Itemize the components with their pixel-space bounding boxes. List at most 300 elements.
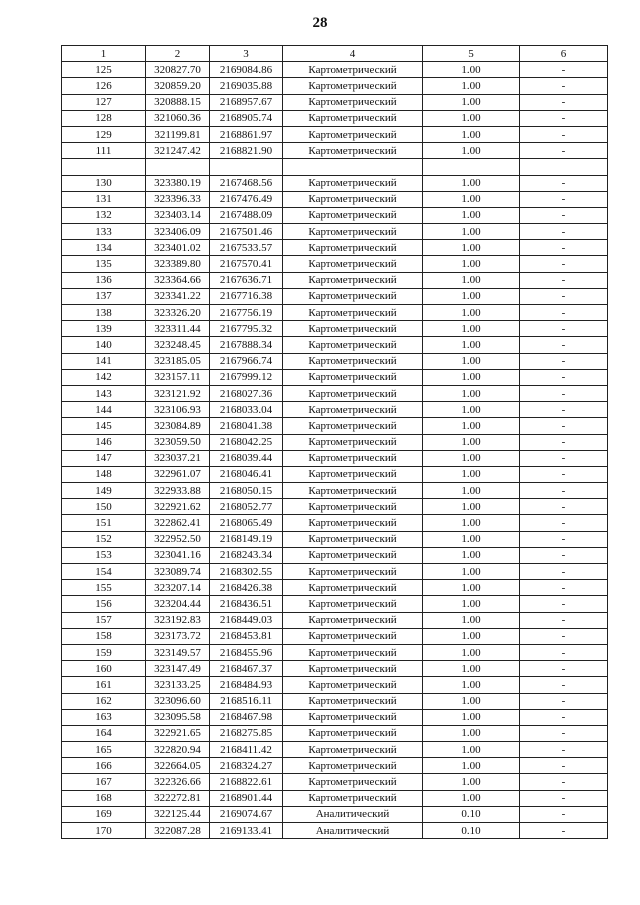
method-cell: Картометрический (283, 402, 423, 418)
method-cell: Картометрический (283, 742, 423, 758)
accuracy-cell: 1.00 (423, 94, 520, 110)
note-cell: - (520, 256, 608, 272)
x-coordinate-cell: 322933.88 (146, 483, 210, 499)
y-coordinate-cell: 2168046.41 (210, 466, 283, 482)
table-row (62, 385, 608, 401)
table-row (62, 450, 608, 466)
note-cell: - (520, 628, 608, 644)
method-cell (283, 159, 423, 175)
note-cell: - (520, 531, 608, 547)
method-cell: Картометрический (283, 612, 423, 628)
x-coordinate-cell: 320859.20 (146, 78, 210, 94)
accuracy-cell: 1.00 (423, 272, 520, 288)
y-coordinate-cell: 2169084.86 (210, 62, 283, 78)
accuracy-cell: 1.00 (423, 596, 520, 612)
point-number-cell: 141 (62, 353, 146, 369)
point-number-cell: 136 (62, 272, 146, 288)
table-row (62, 742, 608, 758)
table-row (62, 774, 608, 790)
point-number-cell: 145 (62, 418, 146, 434)
x-coordinate-cell: 320827.70 (146, 62, 210, 78)
table-row (62, 272, 608, 288)
x-coordinate-cell: 323248.45 (146, 337, 210, 353)
note-cell: - (520, 143, 608, 159)
note-cell: - (520, 126, 608, 142)
y-coordinate-cell: 2168426.38 (210, 580, 283, 596)
x-coordinate-cell: 323147.49 (146, 661, 210, 677)
note-cell: - (520, 774, 608, 790)
y-coordinate-cell: 2167468.56 (210, 175, 283, 191)
table-row (62, 191, 608, 207)
table-row (62, 288, 608, 304)
y-coordinate-cell: 2168039.44 (210, 450, 283, 466)
accuracy-cell: 1.00 (423, 612, 520, 628)
method-cell: Картометрический (283, 143, 423, 159)
accuracy-cell: 0.10 (423, 823, 520, 839)
x-coordinate-cell: 323106.93 (146, 402, 210, 418)
y-coordinate-cell: 2168467.98 (210, 709, 283, 725)
accuracy-cell: 1.00 (423, 418, 520, 434)
x-coordinate-cell: 323364.66 (146, 272, 210, 288)
method-cell: Картометрический (283, 175, 423, 191)
point-number-cell: 130 (62, 175, 146, 191)
note-cell: - (520, 580, 608, 596)
page-number: 28 (312, 15, 328, 31)
note-cell: - (520, 240, 608, 256)
x-coordinate-cell: 322921.65 (146, 725, 210, 741)
table-row (62, 256, 608, 272)
note-cell: - (520, 693, 608, 709)
y-coordinate-cell: 2168027.36 (210, 385, 283, 401)
method-cell: Картометрический (283, 531, 423, 547)
point-number-cell: 144 (62, 402, 146, 418)
table-row (62, 693, 608, 709)
y-coordinate-cell: 2168042.25 (210, 434, 283, 450)
y-coordinate-cell: 2168455.96 (210, 644, 283, 660)
table-row (62, 78, 608, 94)
y-coordinate-cell: 2167999.12 (210, 369, 283, 385)
table-row (62, 499, 608, 515)
method-cell: Картометрический (283, 62, 423, 78)
point-number-cell: 164 (62, 725, 146, 741)
x-coordinate-cell: 322952.50 (146, 531, 210, 547)
y-coordinate-cell: 2168149.19 (210, 531, 283, 547)
column-header-3: 3 (210, 46, 283, 62)
y-coordinate-cell: 2168821.90 (210, 143, 283, 159)
note-cell: - (520, 110, 608, 126)
point-number-cell: 129 (62, 126, 146, 142)
x-coordinate-cell: 323389.80 (146, 256, 210, 272)
note-cell: - (520, 288, 608, 304)
accuracy-cell: 1.00 (423, 693, 520, 709)
point-number-cell: 126 (62, 78, 146, 94)
table-row (62, 126, 608, 142)
point-number-cell: 150 (62, 499, 146, 515)
accuracy-cell: 1.00 (423, 305, 520, 321)
x-coordinate-cell: 323173.72 (146, 628, 210, 644)
accuracy-cell: 1.00 (423, 580, 520, 596)
point-number-cell: 137 (62, 288, 146, 304)
y-coordinate-cell: 2169133.41 (210, 823, 283, 839)
accuracy-cell: 1.00 (423, 677, 520, 693)
column-header-6: 6 (520, 46, 608, 62)
table-row (62, 402, 608, 418)
note-cell: - (520, 547, 608, 563)
accuracy-cell: 1.00 (423, 143, 520, 159)
note-cell: - (520, 661, 608, 677)
y-coordinate-cell: 2167966.74 (210, 353, 283, 369)
point-number-cell: 159 (62, 644, 146, 660)
method-cell: Картометрический (283, 677, 423, 693)
method-cell: Аналитический (283, 823, 423, 839)
x-coordinate-cell: 323037.21 (146, 450, 210, 466)
method-cell: Картометрический (283, 466, 423, 482)
x-coordinate-cell: 323084.89 (146, 418, 210, 434)
note-cell: - (520, 94, 608, 110)
method-cell: Картометрический (283, 580, 423, 596)
y-coordinate-cell: 2168516.11 (210, 693, 283, 709)
note-cell: - (520, 402, 608, 418)
x-coordinate-cell: 322272.81 (146, 790, 210, 806)
accuracy-cell: 1.00 (423, 224, 520, 240)
y-coordinate-cell: 2168861.97 (210, 126, 283, 142)
note-cell: - (520, 207, 608, 223)
note-cell: - (520, 596, 608, 612)
point-number-cell (62, 159, 146, 175)
table-body (62, 62, 608, 839)
accuracy-cell: 1.00 (423, 353, 520, 369)
note-cell: - (520, 175, 608, 191)
table-row (62, 466, 608, 482)
point-number-cell: 155 (62, 580, 146, 596)
y-coordinate-cell: 2168901.44 (210, 790, 283, 806)
accuracy-cell: 1.00 (423, 774, 520, 790)
point-number-cell: 147 (62, 450, 146, 466)
x-coordinate-cell: 323401.02 (146, 240, 210, 256)
note-cell: - (520, 434, 608, 450)
table-row (62, 661, 608, 677)
method-cell: Картометрический (283, 321, 423, 337)
note-cell: - (520, 612, 608, 628)
x-coordinate-cell: 321060.36 (146, 110, 210, 126)
accuracy-cell: 1.00 (423, 450, 520, 466)
method-cell: Картометрический (283, 110, 423, 126)
y-coordinate-cell: 2168065.49 (210, 515, 283, 531)
x-coordinate-cell: 322326.66 (146, 774, 210, 790)
point-number-cell: 127 (62, 94, 146, 110)
method-cell: Картометрический (283, 596, 423, 612)
table-row (62, 434, 608, 450)
y-coordinate-cell: 2167888.34 (210, 337, 283, 353)
note-cell: - (520, 321, 608, 337)
accuracy-cell: 1.00 (423, 385, 520, 401)
method-cell: Картометрический (283, 693, 423, 709)
method-cell: Картометрический (283, 78, 423, 94)
method-cell: Картометрический (283, 256, 423, 272)
note-cell: - (520, 644, 608, 660)
note-cell: - (520, 823, 608, 839)
table-header-row (62, 46, 608, 62)
point-number-cell: 151 (62, 515, 146, 531)
column-header-5: 5 (423, 46, 520, 62)
y-coordinate-cell: 2168243.34 (210, 547, 283, 563)
table-row (62, 644, 608, 660)
method-cell: Картометрический (283, 709, 423, 725)
point-number-cell: 139 (62, 321, 146, 337)
method-cell: Картометрический (283, 272, 423, 288)
y-coordinate-cell: 2167756.19 (210, 305, 283, 321)
method-cell: Картометрический (283, 564, 423, 580)
point-number-cell: 131 (62, 191, 146, 207)
table-row (62, 547, 608, 563)
method-cell: Картометрический (283, 224, 423, 240)
y-coordinate-cell: 2168302.55 (210, 564, 283, 580)
x-coordinate-cell: 322125.44 (146, 806, 210, 822)
point-number-cell: 133 (62, 224, 146, 240)
note-cell: - (520, 78, 608, 94)
note-cell: - (520, 499, 608, 515)
column-header-2: 2 (146, 46, 210, 62)
x-coordinate-cell: 323095.58 (146, 709, 210, 725)
accuracy-cell: 1.00 (423, 758, 520, 774)
table-row (62, 709, 608, 725)
method-cell: Картометрический (283, 644, 423, 660)
note-cell: - (520, 385, 608, 401)
x-coordinate-cell: 321199.81 (146, 126, 210, 142)
x-coordinate-cell: 322961.07 (146, 466, 210, 482)
x-coordinate-cell: 323341.22 (146, 288, 210, 304)
accuracy-cell: 1.00 (423, 515, 520, 531)
x-coordinate-cell: 323059.50 (146, 434, 210, 450)
y-coordinate-cell: 2167476.49 (210, 191, 283, 207)
method-cell: Картометрический (283, 191, 423, 207)
method-cell: Картометрический (283, 353, 423, 369)
accuracy-cell: 1.00 (423, 369, 520, 385)
accuracy-cell: 1.00 (423, 78, 520, 94)
table-row (62, 580, 608, 596)
table-row (62, 94, 608, 110)
accuracy-cell (423, 159, 520, 175)
table-row (62, 418, 608, 434)
table-row (62, 596, 608, 612)
note-cell: - (520, 515, 608, 531)
table-row (62, 321, 608, 337)
accuracy-cell: 1.00 (423, 466, 520, 482)
point-number-cell: 153 (62, 547, 146, 563)
point-number-cell: 128 (62, 110, 146, 126)
y-coordinate-cell: 2168052.77 (210, 499, 283, 515)
method-cell: Картометрический (283, 369, 423, 385)
x-coordinate-cell: 323204.44 (146, 596, 210, 612)
note-cell: - (520, 418, 608, 434)
note-cell: - (520, 466, 608, 482)
x-coordinate-cell: 323192.83 (146, 612, 210, 628)
method-cell: Картометрический (283, 483, 423, 499)
point-number-cell: 158 (62, 628, 146, 644)
y-coordinate-cell: 2168484.93 (210, 677, 283, 693)
y-coordinate-cell: 2168411.42 (210, 742, 283, 758)
y-coordinate-cell: 2168033.04 (210, 402, 283, 418)
note-cell: - (520, 564, 608, 580)
y-coordinate-cell: 2169035.88 (210, 78, 283, 94)
y-coordinate-cell: 2168822.61 (210, 774, 283, 790)
note-cell: - (520, 677, 608, 693)
method-cell: Картометрический (283, 385, 423, 401)
point-number-cell: 149 (62, 483, 146, 499)
y-coordinate-cell: 2168467.37 (210, 661, 283, 677)
method-cell: Картометрический (283, 450, 423, 466)
method-cell: Картометрический (283, 547, 423, 563)
y-coordinate-cell: 2168453.81 (210, 628, 283, 644)
table-row (62, 337, 608, 353)
y-coordinate-cell: 2167636.71 (210, 272, 283, 288)
note-cell: - (520, 483, 608, 499)
y-coordinate-cell: 2167488.09 (210, 207, 283, 223)
table-row (62, 240, 608, 256)
x-coordinate-cell: 323403.14 (146, 207, 210, 223)
table-row (62, 564, 608, 580)
accuracy-cell: 1.00 (423, 499, 520, 515)
note-cell: - (520, 758, 608, 774)
point-number-cell: 166 (62, 758, 146, 774)
accuracy-cell: 1.00 (423, 337, 520, 353)
table-row (62, 758, 608, 774)
x-coordinate-cell: 323311.44 (146, 321, 210, 337)
accuracy-cell: 1.00 (423, 62, 520, 78)
table-row (62, 483, 608, 499)
method-cell: Картометрический (283, 725, 423, 741)
table-row (62, 628, 608, 644)
column-header-1: 1 (62, 46, 146, 62)
point-number-cell: 143 (62, 385, 146, 401)
table-row (62, 159, 608, 175)
point-number-cell: 138 (62, 305, 146, 321)
point-number-cell: 157 (62, 612, 146, 628)
point-number-cell: 167 (62, 774, 146, 790)
accuracy-cell: 1.00 (423, 725, 520, 741)
point-number-cell: 111 (62, 143, 146, 159)
y-coordinate-cell: 2168324.27 (210, 758, 283, 774)
accuracy-cell: 1.00 (423, 483, 520, 499)
accuracy-cell: 1.00 (423, 709, 520, 725)
accuracy-cell: 1.00 (423, 628, 520, 644)
method-cell: Картометрический (283, 628, 423, 644)
accuracy-cell: 1.00 (423, 110, 520, 126)
y-coordinate-cell (210, 159, 283, 175)
method-cell: Картометрический (283, 434, 423, 450)
accuracy-cell: 1.00 (423, 175, 520, 191)
x-coordinate-cell: 323089.74 (146, 564, 210, 580)
point-number-cell: 168 (62, 790, 146, 806)
accuracy-cell: 1.00 (423, 402, 520, 418)
note-cell: - (520, 224, 608, 240)
method-cell: Картометрический (283, 758, 423, 774)
table-row (62, 790, 608, 806)
x-coordinate-cell: 323406.09 (146, 224, 210, 240)
point-number-cell: 132 (62, 207, 146, 223)
table-row (62, 369, 608, 385)
note-cell: - (520, 62, 608, 78)
x-coordinate-cell: 323380.19 (146, 175, 210, 191)
x-coordinate-cell: 321247.42 (146, 143, 210, 159)
accuracy-cell: 1.00 (423, 742, 520, 758)
note-cell: - (520, 450, 608, 466)
x-coordinate-cell: 322087.28 (146, 823, 210, 839)
point-number-cell: 169 (62, 806, 146, 822)
accuracy-cell: 1.00 (423, 644, 520, 660)
y-coordinate-cell: 2168041.38 (210, 418, 283, 434)
x-coordinate-cell: 323396.33 (146, 191, 210, 207)
y-coordinate-cell: 2168436.51 (210, 596, 283, 612)
accuracy-cell: 1.00 (423, 191, 520, 207)
note-cell: - (520, 353, 608, 369)
x-coordinate-cell: 323185.05 (146, 353, 210, 369)
x-coordinate-cell: 322820.94 (146, 742, 210, 758)
y-coordinate-cell: 2168050.15 (210, 483, 283, 499)
method-cell: Картометрический (283, 305, 423, 321)
y-coordinate-cell: 2168957.67 (210, 94, 283, 110)
method-cell: Аналитический (283, 806, 423, 822)
method-cell: Картометрический (283, 515, 423, 531)
note-cell (520, 159, 608, 175)
x-coordinate-cell: 323133.25 (146, 677, 210, 693)
method-cell: Картометрический (283, 774, 423, 790)
y-coordinate-cell: 2167501.46 (210, 224, 283, 240)
x-coordinate-cell: 322664.05 (146, 758, 210, 774)
accuracy-cell: 1.00 (423, 207, 520, 223)
accuracy-cell: 1.00 (423, 240, 520, 256)
y-coordinate-cell: 2167716.38 (210, 288, 283, 304)
x-coordinate-cell: 323149.57 (146, 644, 210, 660)
note-cell: - (520, 305, 608, 321)
y-coordinate-cell: 2168449.03 (210, 612, 283, 628)
point-number-cell: 125 (62, 62, 146, 78)
point-number-cell: 152 (62, 531, 146, 547)
y-coordinate-cell: 2167570.41 (210, 256, 283, 272)
method-cell: Картометрический (283, 418, 423, 434)
accuracy-cell: 1.00 (423, 126, 520, 142)
x-coordinate-cell: 323096.60 (146, 693, 210, 709)
y-coordinate-cell: 2167795.32 (210, 321, 283, 337)
point-number-cell: 154 (62, 564, 146, 580)
note-cell: - (520, 806, 608, 822)
note-cell: - (520, 742, 608, 758)
method-cell: Картометрический (283, 337, 423, 353)
point-number-cell: 165 (62, 742, 146, 758)
x-coordinate-cell (146, 159, 210, 175)
accuracy-cell: 1.00 (423, 564, 520, 580)
note-cell: - (520, 790, 608, 806)
point-number-cell: 161 (62, 677, 146, 693)
y-coordinate-cell: 2169074.67 (210, 806, 283, 822)
table-row (62, 62, 608, 78)
table-row (62, 531, 608, 547)
table-row (62, 353, 608, 369)
method-cell: Картометрический (283, 126, 423, 142)
x-coordinate-cell: 323041.16 (146, 547, 210, 563)
table-row (62, 612, 608, 628)
method-cell: Картометрический (283, 790, 423, 806)
point-number-cell: 135 (62, 256, 146, 272)
table-row (62, 515, 608, 531)
note-cell: - (520, 191, 608, 207)
point-number-cell: 142 (62, 369, 146, 385)
table-row (62, 207, 608, 223)
accuracy-cell: 1.00 (423, 288, 520, 304)
table-row (62, 725, 608, 741)
note-cell: - (520, 725, 608, 741)
note-cell: - (520, 709, 608, 725)
